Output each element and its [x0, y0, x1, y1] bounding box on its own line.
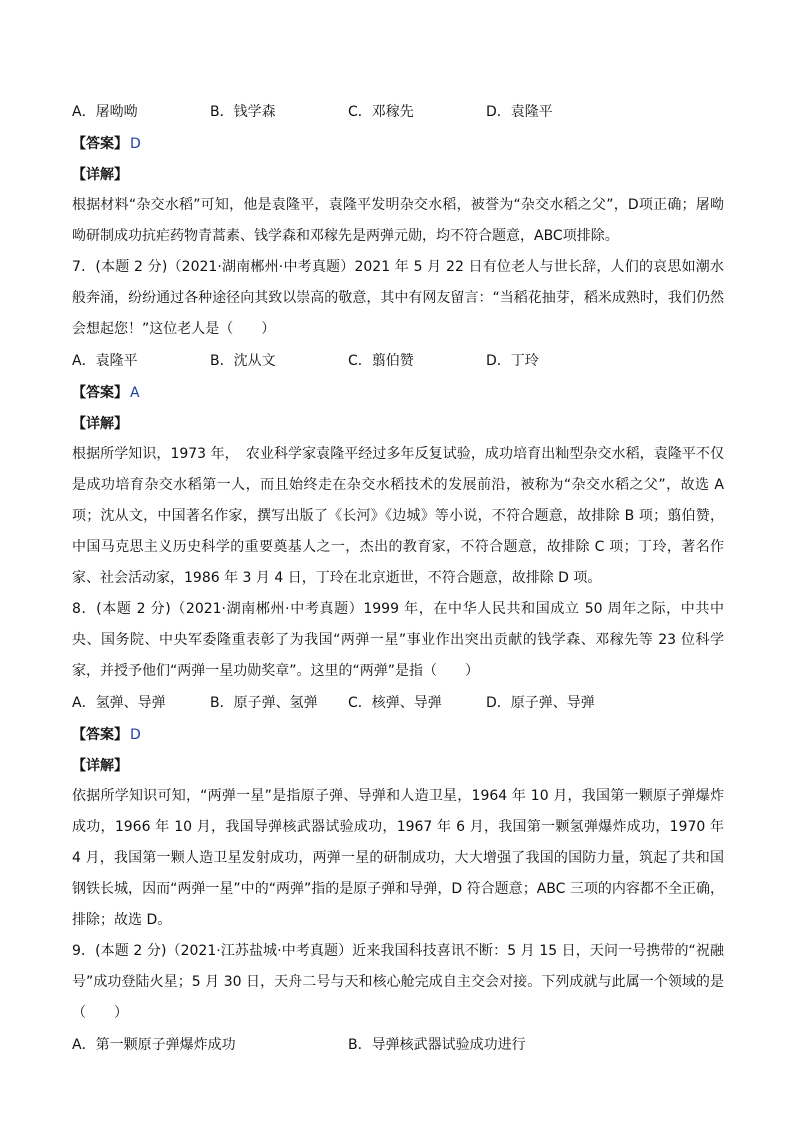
q6-detail: 根据材料“杂交水稻”可知，他是袁隆平，袁隆平发明杂交水稻，被誉为“杂交水稻之父”，D项正确；屠呦呦研制成功抗疟药物青蒿素、钱学森和邓稼先是两弹元勋，均不符合题意，ABC项排除。 — [72, 197, 724, 244]
q7-stem: 7．(本题 2 分)（2021·湖南郴州·中考真题）2021 年 5 月 22 日有位老人与世长辞，人们的哀思如潮水般奔涌，纷纷通过各种途径向其致以崇高的敬意，其中有网友留言：“当稻花抽芽，稻米成熟时，我们仍然会想起您！”这位老人是（ ） — [72, 259, 724, 337]
q9-stem: 9．(本题 2 分)（2021·江苏盐城·中考真题）近来我国科技喜讯不断：5 月 15 日，天问一号携带的“祝融号”成功登陆火星；5 月 30 日，天舟二号与天和核心舱完成自主交会对接。下列成就与此属一个领域的是（ ） — [72, 943, 724, 1021]
answer-label: 【答案】 — [72, 136, 128, 152]
q7-option-a: A．袁隆平 — [72, 353, 138, 369]
q7-options — [72, 345, 724, 378]
answer-label: 【答案】 — [72, 727, 128, 743]
q6-options — [72, 96, 724, 129]
q9-option-a: A．第一颗原子弹爆炸成功 — [72, 1037, 236, 1053]
answer-value: D — [130, 727, 141, 743]
q7-option-b: B．沈从文 — [210, 353, 276, 369]
q7-detail: 根据所学知识，1973 年， 农业科学家袁隆平经过多年反复试验，成功培育出籼型杂交水稻，袁隆平不仅是成功培育杂交水稻第一人，而且始终走在杂交水稻技术的发展前沿，被称为“杂交水稻之父”，故选 A 项；沈从文，中国著名作家，撰写出版了《长河》《边城》等小说，不符合题意，故排除 B 项；翦伯赞，中国马克思主义历史科学的重要奠基人之一，杰出的教育家，不符合题意，故排除 C 项；丁玲，著名作家、社会活动家，1986 年 3 月 4 日，丁玲在北京逝世，不符合题意，故排除 D 项。 — [72, 446, 724, 586]
q8-option-b: B．原子弹、氢弹 — [210, 695, 318, 711]
answer-label: 【答案】 — [72, 385, 128, 401]
q8-stem: 8．(本题 2 分)（2021·湖南郴州·中考真题）1999 年，在中华人民共和国成立 50 周年之际，中共中央、国务院、中央军委隆重表彰了为我国“两弹一星”事业作出突出贡献的钱学森、邓稼先等 23 位科学家，并授予他们“两弹一星功勋奖章”。这里的“两弹”是指（ ） — [72, 601, 724, 679]
q8-options — [72, 687, 724, 720]
exam-page — [72, 96, 724, 1062]
q7-option-d: D．丁玲 — [486, 353, 539, 369]
q6-option-b: B．钱学森 — [210, 104, 276, 120]
q7-answer — [72, 378, 724, 409]
q6-option-a: A．屠呦呦 — [72, 104, 138, 120]
q7-detail-label: 【详解】 — [72, 415, 128, 432]
q8-detail-label: 【详解】 — [72, 757, 128, 774]
q8-answer — [72, 720, 724, 751]
q8-option-d: D．原子弹、导弹 — [486, 695, 595, 711]
q7-option-c: C．翦伯赞 — [348, 353, 414, 369]
q9-option-b: B．导弹核武器试验成功进行 — [348, 1037, 526, 1053]
q8-detail: 依据所学知识可知，“两弹一星”是指原子弹、导弹和人造卫星，1964 年 10 月，我国第一颗原子弹爆炸成功，1966 年 10 月，我国导弹核武器试验成功，1967 年 6 月，我国第一颗氢弹爆炸成功，1970 年 4 月，我国第一颗人造卫星发射成功，两弹一星的研制成功，大大增强了我国的国防力量，筑起了共和国钢铁长城，因而“两弹一星”中的“两弹”指的是原子弹和导弹，D 符合题意；ABC 三项的内容都不全正确，排除；故选 D。 — [72, 788, 724, 928]
answer-value: D — [130, 136, 141, 152]
q6-answer — [72, 129, 724, 160]
answer-value: A — [130, 385, 140, 401]
q8-option-c: C．核弹、导弹 — [348, 695, 442, 711]
q6-option-c: C．邓稼先 — [348, 104, 414, 120]
q6-detail-label: 【详解】 — [72, 166, 128, 183]
q9-options — [72, 1029, 724, 1062]
q6-option-d: D．袁隆平 — [486, 104, 553, 120]
q8-option-a: A．氢弹、导弹 — [72, 695, 166, 711]
